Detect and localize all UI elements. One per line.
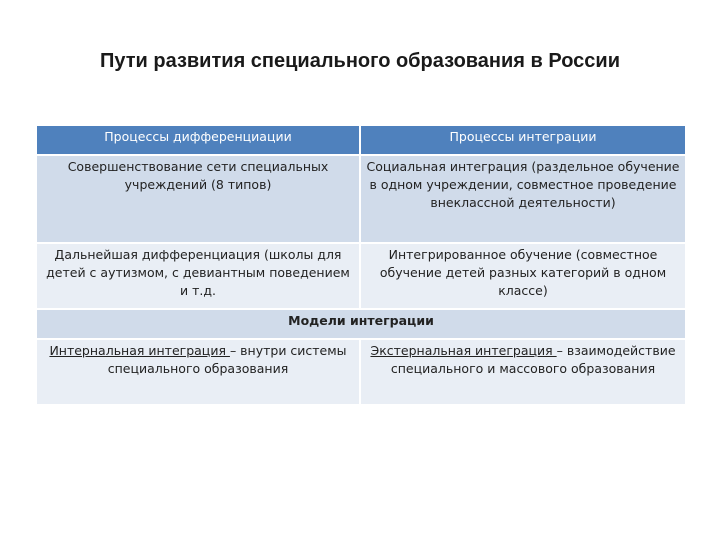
term-internal-integration: Интернальная интеграция xyxy=(49,343,230,358)
table-header-row xyxy=(37,126,685,156)
table-row xyxy=(37,244,685,310)
slide-title: Пути развития специального образования в России xyxy=(99,50,621,72)
desc-external-integration: – взаимодействие специального и массового образования xyxy=(390,343,676,376)
cell-integrated-learning: Интегрированное обучение (совместное обучение детей разных категорий в одном классе) xyxy=(361,244,685,310)
section-row xyxy=(37,310,685,340)
term-external-integration: Экстернальная интеграция xyxy=(370,343,557,358)
cell-further-differentiation: Дальнейшая дифференциация (школы для детей с аутизмом, с девиантным поведением и т.д. xyxy=(37,244,361,310)
comparison-table xyxy=(37,126,685,406)
cell-external-integration xyxy=(361,340,685,406)
table-row xyxy=(37,156,685,244)
header-integration: Процессы интеграции xyxy=(361,126,685,156)
section-label-integration-models: Модели интеграции xyxy=(37,310,685,340)
header-differentiation: Процессы дифференциации xyxy=(37,126,361,156)
cell-network-improvement: Совершенствование сети специальных учреждений (8 типов) xyxy=(37,156,361,244)
cell-social-integration: Социальная интеграция (раздельное обучение в одном учреждении, совместное проведение внеклассной деятельности) xyxy=(361,156,685,244)
table-row xyxy=(37,340,685,406)
cell-internal-integration xyxy=(37,340,361,406)
desc-internal-integration: – внутри системы специального образования xyxy=(107,343,347,376)
